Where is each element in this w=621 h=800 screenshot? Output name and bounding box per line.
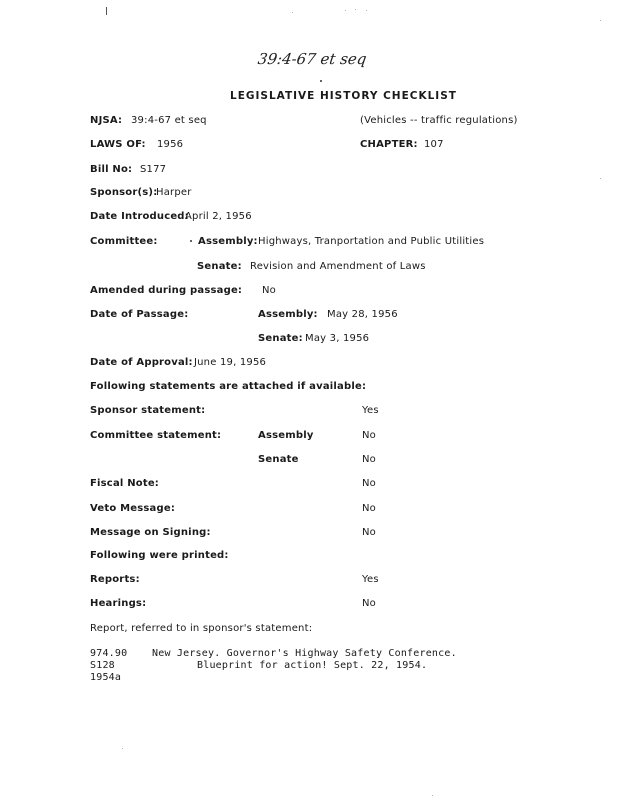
amended-label: Amended during passage:	[90, 285, 243, 296]
passage-senate-value: May 3, 1956	[305, 333, 370, 344]
committee-statement-senate-value: No	[362, 454, 376, 465]
committee-assembly-value: Highways, Tranportation and Public Utilities	[258, 236, 485, 247]
passage-assembly-value: May 28, 1956	[327, 309, 398, 320]
veto-message-label: Veto Message:	[90, 503, 176, 514]
committee-statement-assembly-label: Assembly	[258, 430, 314, 441]
sponsors-value: Harper	[156, 187, 192, 198]
hearings-label: Hearings:	[90, 598, 147, 609]
scan-dot	[355, 9, 356, 10]
sponsor-statement-value: Yes	[362, 405, 379, 416]
amended-value: No	[262, 285, 276, 296]
chapter-label: CHAPTER:	[360, 139, 418, 150]
handwritten-citation: 39:4-67 et seq	[256, 50, 368, 68]
reports-label: Reports:	[90, 574, 140, 585]
citation-text-1: New Jersey. Governor's Highway Safety Conference.	[152, 648, 457, 659]
scan-mark	[106, 7, 107, 15]
report-ref-heading: Report, referred to in sponsor's statement:	[90, 623, 313, 634]
scan-dot	[432, 795, 433, 796]
njsa-value: 39:4-67 et seq	[131, 115, 207, 126]
bill-no-value: S177	[140, 164, 167, 175]
scan-dot	[600, 178, 601, 179]
njsa-label: NJSA:	[90, 115, 123, 126]
date-introduced-value: April 2, 1956	[185, 211, 252, 222]
reports-value: Yes	[362, 574, 379, 585]
attached-heading: Following statements are attached if available:	[90, 381, 367, 392]
committee-label: Committee:	[90, 236, 158, 247]
committee-senate-label: Senate:	[197, 261, 242, 272]
scan-dot	[190, 240, 192, 242]
passage-assembly-label: Assembly:	[258, 309, 318, 320]
scan-dot	[345, 10, 346, 11]
scan-dot	[122, 748, 123, 749]
printed-heading: Following were printed:	[90, 550, 229, 561]
sponsors-label: Sponsor(s):	[90, 187, 158, 198]
scan-dot	[292, 12, 293, 13]
citation-call-number-3: 1954a	[90, 672, 122, 683]
scan-dot	[366, 10, 367, 11]
committee-assembly-label: Assembly:	[198, 236, 258, 247]
citation-call-number-1: 974.90	[90, 648, 128, 659]
citation-call-number-2: S128	[90, 660, 115, 671]
fiscal-note-value: No	[362, 478, 376, 489]
chapter-value: 107	[424, 139, 444, 150]
committee-statement-senate-label: Senate	[258, 454, 299, 465]
passage-senate-label: Senate:	[258, 333, 303, 344]
message-on-signing-value: No	[362, 527, 376, 538]
sponsor-statement-label: Sponsor statement:	[90, 405, 206, 416]
committee-statement-assembly-value: No	[362, 430, 376, 441]
committee-senate-value: Revision and Amendment of Laws	[250, 261, 426, 272]
citation-text-2: Blueprint for action! Sept. 22, 1954.	[197, 660, 428, 671]
date-of-approval-label: Date of Approval:	[90, 357, 193, 368]
page-title: LEGISLATIVE HISTORY CHECKLIST	[230, 90, 457, 102]
committee-statement-label: Committee statement:	[90, 430, 222, 441]
hearings-value: No	[362, 598, 376, 609]
scan-dot	[320, 80, 322, 82]
laws-of-value: 1956	[157, 139, 184, 150]
fiscal-note-label: Fiscal Note:	[90, 478, 159, 489]
date-introduced-label: Date Introduced:	[90, 211, 189, 222]
date-of-approval-value: June 19, 1956	[194, 357, 267, 368]
laws-of-label: LAWS OF:	[90, 139, 146, 150]
njsa-note: (Vehicles -- traffic regulations)	[360, 115, 518, 126]
date-of-passage-label: Date of Passage:	[90, 309, 189, 320]
bill-no-label: Bill No:	[90, 164, 133, 175]
scan-dot	[600, 20, 601, 21]
veto-message-value: No	[362, 503, 376, 514]
message-on-signing-label: Message on Signing:	[90, 527, 211, 538]
